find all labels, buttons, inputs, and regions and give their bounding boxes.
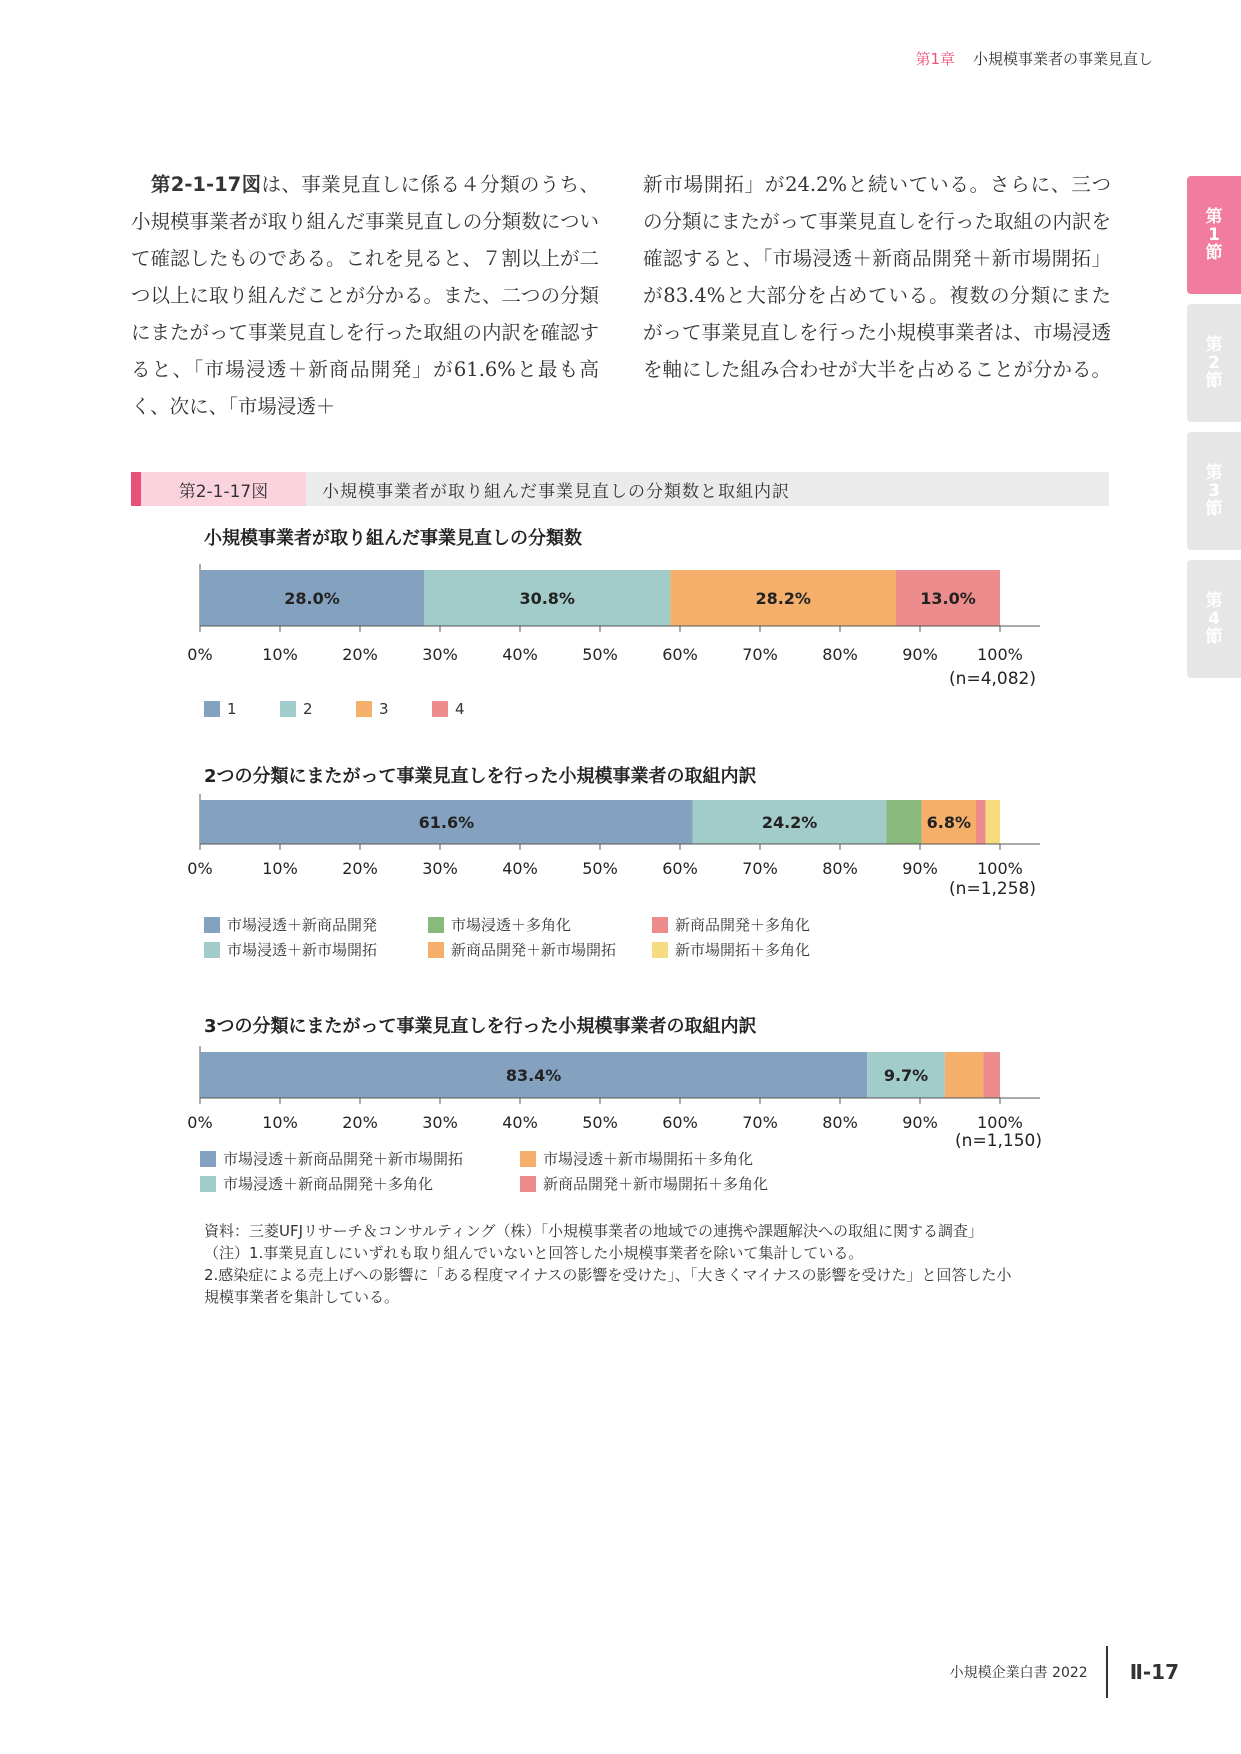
legend-item (204, 700, 237, 718)
x-tick-label: 90% (902, 859, 938, 878)
figure-number: 第2-1-17図 (141, 472, 306, 506)
x-tick-label: 50% (582, 645, 618, 664)
legend-label: 1 (227, 700, 237, 718)
x-tick-label: 90% (902, 1113, 938, 1132)
legend-swatch (280, 701, 296, 717)
x-tick-label: 60% (662, 859, 698, 878)
legend-swatch (204, 942, 220, 958)
page-footer (950, 1646, 1179, 1698)
bar-segment-5 (976, 800, 986, 844)
section-tabs (1187, 176, 1241, 688)
data-label-3: 28.2% (755, 589, 811, 608)
chart-1-title: 小規模事業者が取り組んだ事業見直しの分類数 (204, 528, 582, 549)
x-tick-label: 30% (422, 859, 458, 878)
figure-title: 小規模事業者が取り組んだ事業見直しの分類数と取組内訳 (306, 472, 1109, 506)
legend-item (356, 700, 389, 718)
legend-label: 新商品開発＋新市場開拓 (451, 941, 617, 959)
tab-section-4[interactable]: 第4節 (1187, 560, 1241, 678)
legend-label: 市場浸透＋多角化 (451, 916, 572, 934)
x-tick-label: 60% (662, 645, 698, 664)
x-tick-label: 50% (582, 1113, 618, 1132)
legend-swatch (432, 701, 448, 717)
source-note: 資料：三菱UFJリサーチ＆コンサルティング（株）「小規模事業者の地域での連携や課題解決への取組に関する調査」 (204, 1222, 983, 1240)
legend-label: 2 (303, 700, 313, 718)
data-label-4: 13.0% (920, 589, 976, 608)
figure-header-accent (131, 472, 141, 506)
legend-label: 新商品開発＋多角化 (675, 916, 811, 934)
chart-3-legend (200, 1148, 900, 1198)
legend-swatch (204, 701, 220, 717)
body-text (131, 166, 1111, 425)
data-label-1: 83.4% (505, 1066, 562, 1085)
legend-label: 市場浸透＋新市場開拓 (227, 941, 378, 959)
x-tick-label: 70% (742, 859, 778, 878)
figure-header (131, 472, 1109, 506)
running-head (915, 48, 1153, 69)
x-tick-label: 20% (342, 645, 378, 664)
tab-section-2[interactable]: 第2節 (1187, 304, 1241, 422)
chart-3 (0, 1042, 1100, 1152)
legend-label: 3 (379, 700, 389, 718)
chart-2-legend (204, 914, 904, 964)
bar-segment-4 (983, 1052, 1000, 1098)
x-tick-label: 10% (262, 859, 298, 878)
tab-section-3[interactable]: 第3節 (1187, 432, 1241, 550)
note-1: （注）1.事業見直しにいずれも取り組んでいないと回答した小規模事業者を除いて集計している。 (204, 1244, 864, 1262)
legend-swatch (652, 917, 668, 933)
legend-item (432, 700, 465, 718)
legend-swatch (520, 1176, 536, 1192)
x-tick-label: 90% (902, 645, 938, 664)
legend-label: 新商品開発＋新市場開拓＋多角化 (543, 1175, 769, 1193)
legend-swatch (200, 1176, 216, 1192)
x-tick-label: 50% (582, 859, 618, 878)
legend-item (428, 914, 571, 935)
legend-swatch (428, 917, 444, 933)
data-label-2: 24.2% (761, 813, 818, 832)
page-number: Ⅱ-17 (1106, 1646, 1179, 1698)
chart-2 (0, 792, 1100, 902)
body-column-1-text: は、事業見直しに係る４分類のうち、小規模事業者が取り組んだ事業見直しの分類数について確認したものである。これを見ると、７割以上が二つ以上に取り組んだことが分かる。また、二つの分類にまたがって事業見直しを行った取組の内訳を確認すると、「市場浸透＋新商品開発」が61.6%と最も高く、次に、「市場浸透＋ (131, 173, 600, 418)
legend-swatch (356, 701, 372, 717)
chart-2-title: 2つの分類にまたがって事業見直しを行った小規模事業者の取組内訳 (204, 766, 757, 787)
data-label-4: 6.8% (926, 813, 971, 832)
chapter-label: 第1章 (915, 50, 955, 68)
x-tick-label: 70% (742, 645, 778, 664)
legend-label: 市場浸透＋新商品開発＋多角化 (223, 1175, 434, 1193)
body-column-1 (131, 166, 599, 425)
legend-label: 4 (455, 700, 465, 718)
legend-item (652, 914, 810, 935)
legend-item (520, 1148, 753, 1169)
data-label-1: 28.0% (284, 589, 340, 608)
tab-section-1[interactable]: 第1節 (1187, 176, 1241, 294)
x-tick-label: 80% (822, 859, 858, 878)
bar-segment-3 (886, 800, 921, 844)
legend-swatch (520, 1151, 536, 1167)
legend-item (652, 939, 810, 960)
legend-swatch (200, 1151, 216, 1167)
book-title: 小規模企業白書 2022 (949, 1665, 1088, 1681)
x-tick-label: 80% (822, 1113, 858, 1132)
legend-item (280, 700, 313, 718)
sample-size-label: (n=4,082) (949, 669, 1036, 689)
legend-item (204, 914, 377, 935)
x-tick-label: 10% (262, 1113, 298, 1132)
x-tick-label: 30% (422, 1113, 458, 1132)
bar-segment-6 (986, 800, 1000, 844)
legend-label: 市場浸透＋新商品開発＋新市場開拓 (223, 1150, 464, 1168)
data-label-2: 30.8% (519, 589, 575, 608)
legend-item (428, 939, 616, 960)
x-tick-label: 100% (977, 859, 1023, 878)
x-tick-label: 0% (187, 645, 213, 664)
x-tick-label: 40% (502, 645, 538, 664)
x-tick-label: 70% (742, 1113, 778, 1132)
legend-item (200, 1173, 433, 1194)
sample-size-label: (n=1,150) (955, 1131, 1042, 1151)
data-label-1: 61.6% (418, 813, 475, 832)
legend-swatch (204, 917, 220, 933)
figure-reference[interactable]: 第2-1-17図 (150, 173, 262, 196)
body-column-2: 新市場開拓」が24.2%と続いている。さらに、三つの分類にまたがって事業見直しを行った取組の内訳を確認すると、「市場浸透＋新商品開発＋新市場開拓」が83.4%と大部分を占めている。複数の分類にまたがって事業見直しを行った小規模事業者は、市場浸透を軸にした組み合わせが大半を占めることが分かる。 (643, 173, 1112, 381)
legend-item (200, 1148, 463, 1169)
legend-swatch (428, 942, 444, 958)
legend-label: 市場浸透＋新商品開発 (227, 916, 378, 934)
chart-3-title: 3つの分類にまたがって事業見直しを行った小規模事業者の取組内訳 (204, 1016, 757, 1037)
x-tick-label: 80% (822, 645, 858, 664)
x-tick-label: 40% (502, 859, 538, 878)
bar-segment-3 (945, 1052, 983, 1098)
legend-label: 新市場開拓＋多角化 (675, 941, 811, 959)
legend-label: 市場浸透＋新市場開拓＋多角化 (543, 1150, 754, 1168)
x-tick-label: 40% (502, 1113, 538, 1132)
data-label-2: 9.7% (883, 1066, 929, 1085)
x-tick-label: 0% (187, 1113, 213, 1132)
chart-1-legend (204, 696, 604, 720)
x-tick-label: 100% (977, 1113, 1023, 1132)
figure-notes (204, 1220, 1024, 1308)
x-tick-label: 20% (342, 1113, 378, 1132)
x-tick-label: 10% (262, 645, 298, 664)
x-tick-label: 100% (977, 645, 1023, 664)
x-tick-label: 60% (662, 1113, 698, 1132)
chart-1 (0, 560, 1100, 690)
sample-size-label: (n=1,258) (949, 879, 1036, 899)
chapter-title: 小規模事業者の事業見直し (972, 50, 1153, 68)
x-tick-label: 20% (342, 859, 378, 878)
x-tick-label: 30% (422, 645, 458, 664)
note-2: 2.感染症による売上げへの影響に「ある程度マイナスの影響を受けた」、「大きくマイナスの影響を受けた」と回答した小規模事業者を集計している。 (204, 1266, 1012, 1306)
legend-item (520, 1173, 768, 1194)
legend-item (204, 939, 377, 960)
x-tick-label: 0% (187, 859, 213, 878)
legend-swatch (652, 942, 668, 958)
